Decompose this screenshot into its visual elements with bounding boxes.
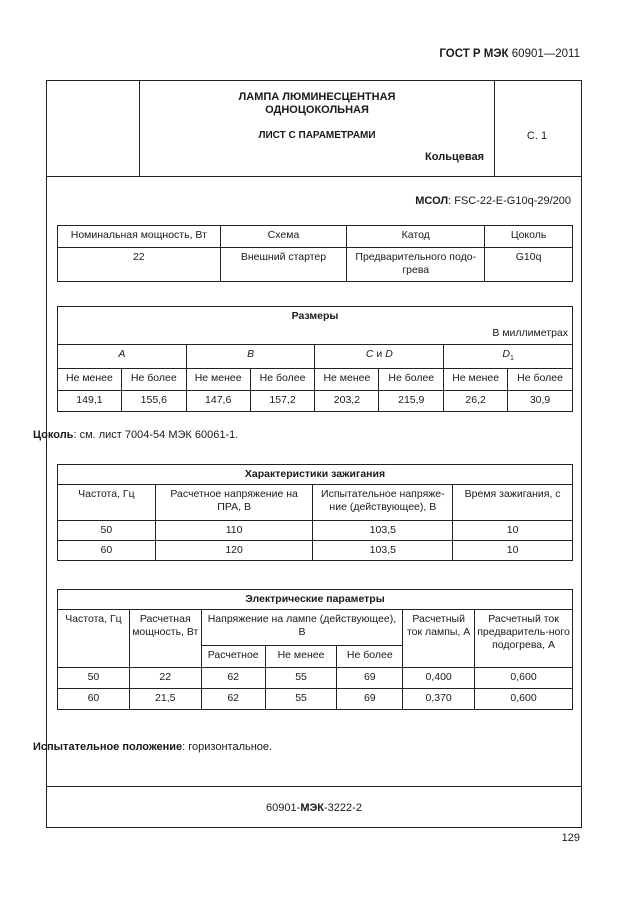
lamp-title: ЛАМПА ЛЮМИНЕСЦЕНТНАЯ ОДНОЦОКОЛЬНАЯ [238, 91, 396, 116]
el-sub: Не более [337, 646, 403, 668]
lamp-shape: Кольцевая [425, 151, 484, 163]
electrical-table [57, 589, 573, 710]
ign-header: Испытательное напряже-ние (действующее), В [313, 485, 453, 521]
dim-sub: Не менее [315, 369, 379, 391]
value-cathode: Предварительного подо-грева [347, 248, 485, 282]
dim-value: 147,6 [186, 391, 250, 412]
el-header-frequency: Частота, Гц [58, 610, 130, 668]
dimensions-title: Размеры [291, 310, 339, 322]
header-scheme: Схема [220, 226, 347, 248]
header-power: Номинальная мощность, Вт [58, 226, 221, 248]
dim-value: 30,9 [508, 391, 573, 412]
dim-value: 203,2 [315, 391, 379, 412]
msol-designation: МСОЛ: FSC-22-E-G10q-29/200 [415, 195, 571, 207]
dim-sub: Не более [379, 369, 444, 391]
page-number: 129 [561, 832, 580, 844]
dim-sub: Не менее [58, 369, 122, 391]
header-center-cell [139, 81, 495, 176]
dimensions-table [57, 306, 573, 412]
el-cell: 0,400 [403, 668, 475, 689]
ign-header: Расчетное напряжение на ПРА, В [155, 485, 313, 521]
dim-sub: Не менее [444, 369, 508, 391]
ign-cell: 60 [58, 541, 156, 561]
el-cell: 69 [337, 668, 403, 689]
el-header-current: Расчетный ток лампы, А [403, 610, 475, 668]
header-cathode: Катод [347, 226, 485, 248]
el-cell: 0,600 [475, 668, 573, 689]
cap-note: Цоколь: см. лист 7004-54 МЭК 60061-1. [33, 429, 239, 441]
dim-value: 157,2 [250, 391, 315, 412]
standard-designation: ГОСТ Р МЭК 60901—2011 [439, 48, 580, 60]
dim-group-d1: $D_1$ [444, 345, 573, 369]
header-cap: Цоколь [485, 226, 573, 248]
ign-cell: 50 [58, 521, 156, 541]
el-header-voltage: Напряжение на лампе (действующее), В [201, 610, 402, 646]
el-header-power: Расчетная мощность, Вт [129, 610, 201, 668]
el-cell: 22 [129, 668, 201, 689]
ign-cell: 110 [155, 521, 313, 541]
ignition-table [57, 464, 573, 561]
el-header-preheat: Расчетный ток предваритель-ного подогрева, А [475, 610, 573, 668]
dimensions-title-cell [58, 307, 573, 345]
value-cap: G10q [485, 248, 573, 282]
test-position-note: Испытательное положение: горизонтальное. [33, 741, 273, 753]
ign-header: Частота, Гц [58, 485, 156, 521]
el-cell: 69 [337, 689, 403, 710]
data-sheet-frame [33, 80, 582, 828]
dim-sub: Не менее [186, 369, 250, 391]
el-cell: 50 [58, 668, 130, 689]
dim-value: 215,9 [379, 391, 444, 412]
el-cell: 21,5 [129, 689, 201, 710]
el-cell: 62 [201, 668, 265, 689]
el-cell: 0,600 [475, 689, 573, 710]
dim-sub: Не более [121, 369, 186, 391]
el-cell: 62 [201, 689, 265, 710]
sheet-page-label: С. 1 [526, 130, 548, 142]
el-cell: 0,370 [403, 689, 475, 710]
ign-cell: 103,5 [313, 541, 453, 561]
dim-sub: Не более [508, 369, 573, 391]
dim-group-a: A [58, 345, 187, 369]
sheet-header [47, 81, 581, 177]
ignition-title: Характеристики зажигания [58, 465, 573, 485]
el-cell: 55 [265, 668, 337, 689]
main-parameters-table [57, 225, 573, 282]
footer-divider [47, 786, 581, 787]
value-power: 22 [58, 248, 221, 282]
el-sub: Расчетное [201, 646, 265, 668]
value-scheme: Внешний стартер [220, 248, 347, 282]
sheet-code: 60901-МЭК-3222-2 [266, 802, 362, 814]
ign-header: Время зажигания, с [453, 485, 573, 521]
electrical-title: Электрические параметры [58, 590, 573, 610]
dim-group-cd: C и D [315, 345, 444, 369]
dimensions-unit: В миллиметрах [492, 327, 568, 339]
dim-group-b: B [186, 345, 315, 369]
el-cell: 55 [265, 689, 337, 710]
ign-cell: 103,5 [313, 521, 453, 541]
dim-sub: Не более [250, 369, 315, 391]
dim-value: 155,6 [121, 391, 186, 412]
ign-cell: 10 [453, 541, 573, 561]
el-cell: 60 [58, 689, 130, 710]
ign-cell: 10 [453, 521, 573, 541]
el-sub: Не менее [265, 646, 337, 668]
dim-value: 149,1 [58, 391, 122, 412]
dim-value: 26,2 [444, 391, 508, 412]
ign-cell: 120 [155, 541, 313, 561]
sheet-title: ЛИСТ С ПАРАМЕТРАМИ [258, 130, 376, 141]
